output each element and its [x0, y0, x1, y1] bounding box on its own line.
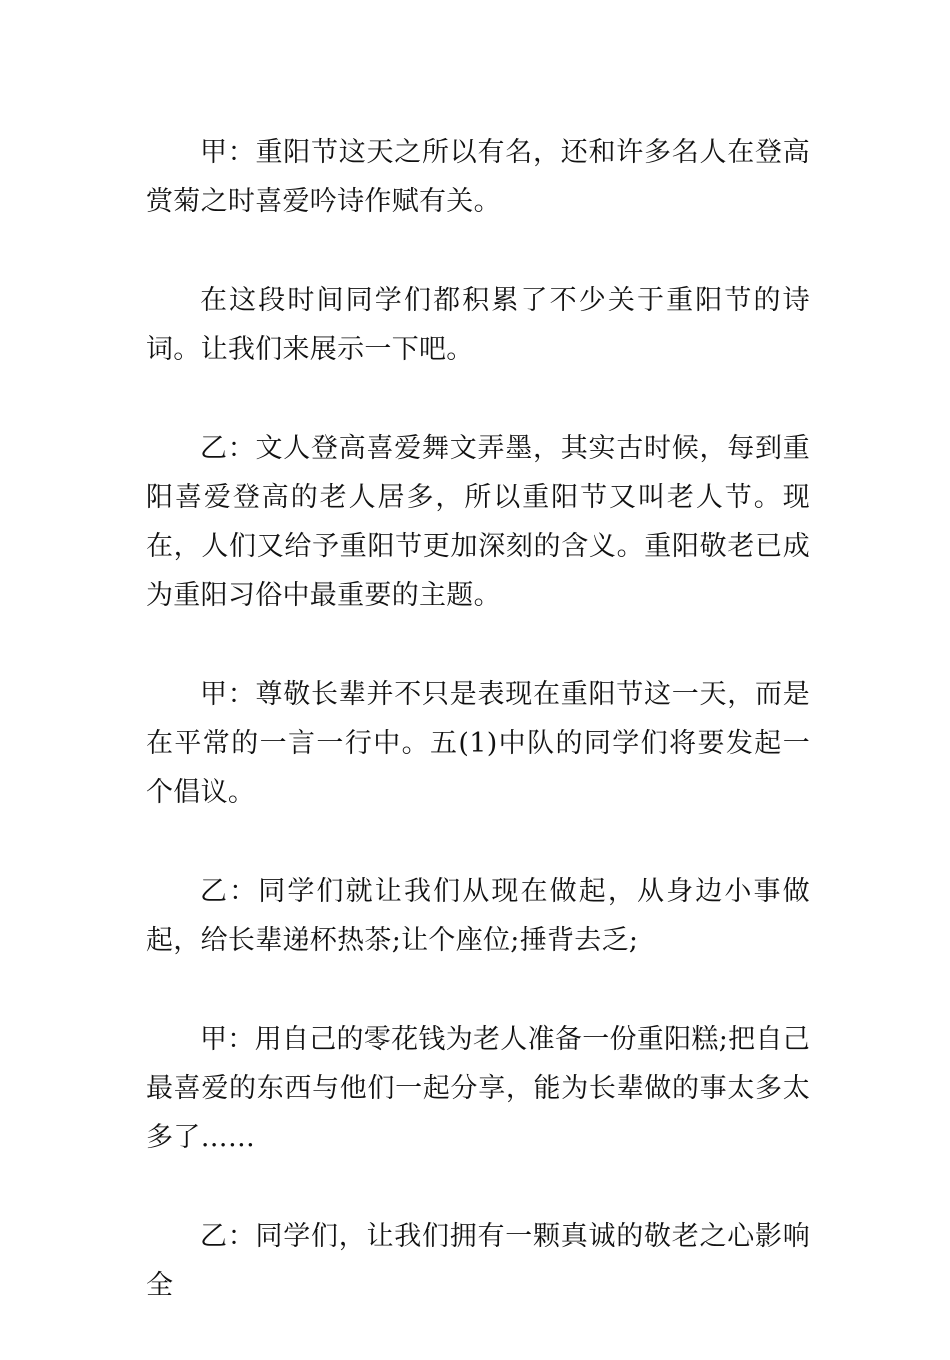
paragraph-7: 乙：同学们，让我们拥有一颗真诚的敬老之心影响全 — [146, 1221, 810, 1301]
paragraph-4: 甲：尊敬长辈并不只是表现在重阳节这一天，而是在平常的一言一行中。五(1)中队的同学们将要发起一个倡议。 — [146, 679, 810, 808]
paragraph-2: 在这段时间同学们都积累了不少关于重阳节的诗词。让我们来展示一下吧。 — [146, 285, 810, 365]
paragraph-1: 甲：重阳节这天之所以有名，还和许多名人在登高赏菊之时喜爱吟诗作赋有关。 — [146, 137, 810, 217]
document-page — [146, 128, 810, 1360]
paragraph-5: 乙：同学们就让我们从现在做起，从身边小事做起，给长辈递杯热茶;让个座位;捶背去乏; — [146, 876, 810, 956]
paragraph-3: 乙：文人登高喜爱舞文弄墨，其实古时候，每到重阳喜爱登高的老人居多，所以重阳节又叫老人节。现在，人们又给予重阳节更加深刻的含义。重阳敬老已成为重阳习俗中最重要的主题。 — [146, 433, 810, 611]
paragraph-6: 甲：用自己的零花钱为老人准备一份重阳糕;把自己最喜爱的东西与他们一起分享，能为长辈做的事太多太多了…… — [146, 1024, 810, 1153]
